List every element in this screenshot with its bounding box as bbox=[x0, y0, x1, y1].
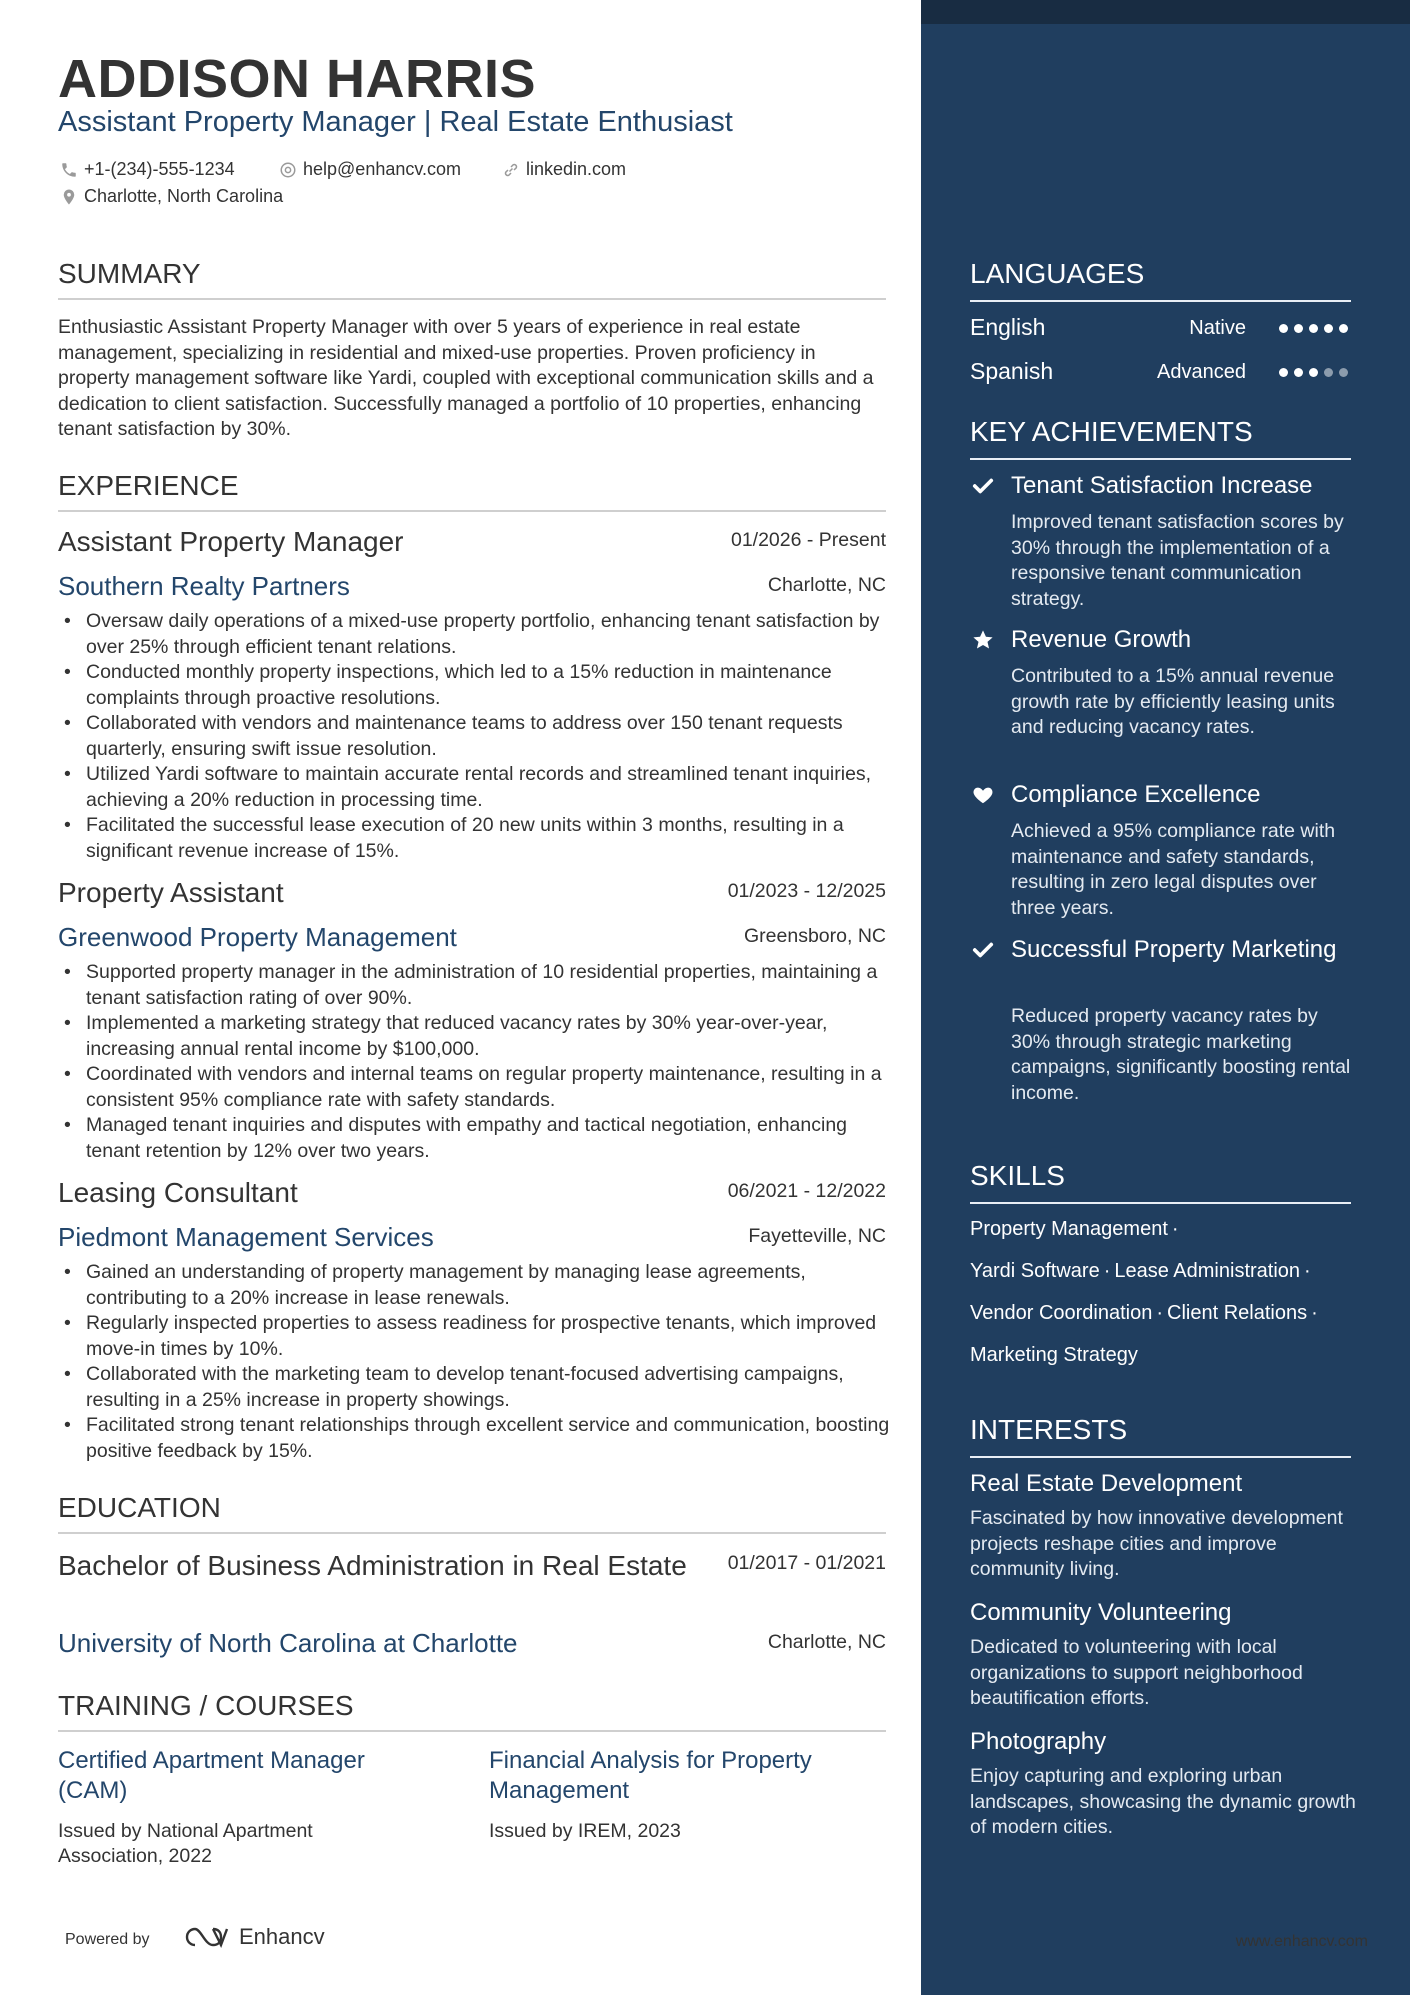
language-rating bbox=[1279, 324, 1348, 333]
achievement-desc: Contributed to a 15% annual revenue growth rate by efficiently leasing units and reducing vacancy rates. bbox=[1011, 665, 1335, 738]
language-name: English bbox=[970, 314, 1046, 340]
bullet-item: • Supported property manager in the administration of 10 residential properties, maintaining a tenant satisfaction rating of over 90%. bbox=[58, 960, 898, 1011]
skill-item: Marketing Strategy bbox=[970, 1344, 1138, 1366]
enhancv-logo[interactable] bbox=[183, 1924, 325, 1950]
achievement-desc: Achieved a 95% compliance rate with maintenance and safety standards, resulting in zero legal disputes over three years. bbox=[1011, 820, 1336, 919]
link-icon bbox=[502, 161, 520, 179]
achievement-title: Successful Property Marketing bbox=[1011, 936, 1337, 963]
achievement-desc: Reduced property vacancy rates by 30% through strategic marketing campaigns, significantly boosting rental income. bbox=[1011, 1005, 1351, 1104]
powered-by-label: Powered by bbox=[65, 1931, 150, 1948]
job-dates: 01/2026 - Present bbox=[730, 529, 886, 551]
contact-phone[interactable] bbox=[60, 159, 235, 180]
bullet-item: • Oversaw daily operations of a mixed-use property portfolio, enhancing tenant satisfaction by over 25% through efficient tenant relations. bbox=[58, 609, 898, 660]
candidate-name: ADDISON HARRIS bbox=[58, 49, 537, 109]
star-icon bbox=[972, 629, 994, 651]
job-bullets bbox=[58, 609, 898, 864]
phone-text: +1-(234)-555-1234 bbox=[84, 159, 235, 179]
achievement-title: Tenant Satisfaction Increase bbox=[1011, 472, 1313, 499]
contact-email[interactable] bbox=[279, 159, 461, 180]
enhancv-logo-icon bbox=[183, 1925, 231, 1949]
skill-item: Vendor Coordination bbox=[970, 1302, 1153, 1324]
language-rating bbox=[1279, 368, 1348, 377]
school-name: University of North Carolina at Charlotte bbox=[58, 1628, 518, 1658]
job-location: Fayetteville, NC bbox=[748, 1225, 886, 1247]
course-issuer: Issued by National Apartment Association, 2022 bbox=[58, 1820, 313, 1867]
contact-location bbox=[60, 186, 283, 207]
location-pin-icon bbox=[60, 188, 78, 206]
education-dates: 01/2017 - 01/2021 bbox=[727, 1552, 886, 1574]
school-location: Charlotte, NC bbox=[767, 1631, 886, 1653]
bullet-item: • Facilitated strong tenant relationships through excellent service and communication, boosting positive feedback by 15%. bbox=[58, 1413, 898, 1464]
achievement-title: Compliance Excellence bbox=[1011, 781, 1261, 808]
training-heading: TRAINING / COURSES bbox=[58, 1690, 886, 1732]
interest-desc: Fascinated by how innovative development projects reshape cities and improve community living. bbox=[970, 1507, 1343, 1580]
achievement-desc: Improved tenant satisfaction scores by 30% through the implementation of a responsive tenant communication strategy. bbox=[1011, 511, 1344, 610]
bullet-item: • Facilitated the successful lease execution of 20 new units within 3 months, resulting in a significant revenue increase of 15%. bbox=[58, 813, 898, 864]
interest-title: Real Estate Development bbox=[970, 1470, 1243, 1497]
sidebar-top-band bbox=[921, 0, 1410, 24]
interest-title: Photography bbox=[970, 1728, 1107, 1755]
bullet-item: • Managed tenant inquiries and disputes with empathy and tactical negotiation, enhancing tenant retention by 12% over two years. bbox=[58, 1113, 898, 1164]
rating-dot bbox=[1309, 324, 1318, 333]
degree-title: Bachelor of Business Administration in Real Estate bbox=[58, 1550, 687, 1581]
rating-dot bbox=[1279, 324, 1288, 333]
job-location: Charlotte, NC bbox=[767, 574, 886, 596]
rating-dot bbox=[1324, 324, 1333, 333]
phone-icon bbox=[60, 161, 78, 179]
interest-title: Community Volunteering bbox=[970, 1599, 1232, 1626]
bullet-item: • Conducted monthly property inspections, which led to a 15% reduction in maintenance complaints through proactive resolutions. bbox=[58, 660, 898, 711]
bullet-item: • Gained an understanding of property management by managing lease agreements, contributing to a 20% increase in lease renewals. bbox=[58, 1260, 898, 1311]
course-title: Certified Apartment Manager (CAM) bbox=[58, 1747, 365, 1804]
bullet-item: • Collaborated with vendors and maintenance teams to address over 150 tenant requests quarterly, ensuring swift issue resolution. bbox=[58, 711, 898, 762]
course-issuer: Issued by IREM, 2023 bbox=[489, 1820, 681, 1842]
languages-heading: LANGUAGES bbox=[970, 258, 1351, 302]
interest-desc: Dedicated to volunteering with local organizations to support neighborhood beautification efforts. bbox=[970, 1636, 1303, 1709]
bullet-item: • Coordinated with vendors and internal teams on regular property maintenance, resulting in a consistent 95% compliance rate with safety standards. bbox=[58, 1062, 898, 1113]
rating-dot bbox=[1279, 368, 1288, 377]
course-title: Financial Analysis for Property Management bbox=[489, 1747, 812, 1804]
skill-item: Client Relations bbox=[1167, 1302, 1308, 1324]
skills-row: Yardi Software · Lease Administration · bbox=[970, 1260, 1311, 1282]
job-title: Leasing Consultant bbox=[58, 1177, 298, 1208]
at-icon bbox=[279, 161, 297, 179]
job-location: Greensboro, NC bbox=[744, 925, 886, 947]
enhancv-brand-text: Enhancv bbox=[239, 1924, 325, 1949]
company-name: Greenwood Property Management bbox=[58, 922, 457, 952]
rating-dot bbox=[1324, 368, 1333, 377]
experience-heading: EXPERIENCE bbox=[58, 470, 886, 512]
bullet-item: • Utilized Yardi software to maintain accurate rental records and streamlined tenant inquiries, achieving a 20% reduction in processing time. bbox=[58, 762, 898, 813]
education-heading: EDUCATION bbox=[58, 1492, 886, 1534]
job-title: Assistant Property Manager bbox=[58, 526, 404, 557]
language-level: Advanced bbox=[1157, 361, 1246, 383]
rating-dot bbox=[1339, 324, 1348, 333]
heart-icon bbox=[972, 784, 994, 806]
location-text: Charlotte, North Carolina bbox=[84, 186, 284, 206]
skill-item: Lease Administration bbox=[1114, 1260, 1301, 1282]
job-dates: 01/2023 - 12/2025 bbox=[727, 880, 886, 902]
summary-heading: SUMMARY bbox=[58, 258, 886, 300]
rating-dot bbox=[1294, 368, 1303, 377]
skills-row bbox=[970, 1344, 1138, 1367]
skills-row: Property Management · bbox=[970, 1218, 1179, 1240]
achievements-heading: KEY ACHIEVEMENTS bbox=[970, 416, 1351, 460]
skill-item: Property Management bbox=[970, 1218, 1168, 1240]
email-text: help@enhancv.com bbox=[303, 159, 462, 179]
skill-item: Yardi Software bbox=[970, 1260, 1100, 1282]
language-name: Spanish bbox=[970, 358, 1054, 384]
rating-dot bbox=[1294, 324, 1303, 333]
interests-heading: INTERESTS bbox=[970, 1414, 1351, 1458]
rating-dot bbox=[1309, 368, 1318, 377]
linkedin-text: linkedin.com bbox=[526, 159, 627, 179]
language-level: Native bbox=[1189, 317, 1246, 339]
company-name: Piedmont Management Services bbox=[58, 1222, 434, 1252]
company-name: Southern Realty Partners bbox=[58, 571, 350, 601]
job-bullets bbox=[58, 1260, 898, 1464]
job-bullets bbox=[58, 960, 898, 1164]
skills-row: Vendor Coordination · Client Relations · bbox=[970, 1302, 1318, 1324]
footer-url[interactable]: www.enhancv.com bbox=[1235, 1933, 1368, 1950]
rating-dot bbox=[1339, 368, 1348, 377]
skills-heading: SKILLS bbox=[970, 1160, 1351, 1204]
interest-desc: Enjoy capturing and exploring urban landscapes, showcasing the dynamic growth of modern cities. bbox=[970, 1765, 1356, 1838]
check-icon bbox=[972, 475, 994, 497]
candidate-headline: Assistant Property Manager | Real Estate Enthusiast bbox=[58, 106, 733, 138]
check-icon bbox=[972, 939, 994, 961]
bullet-item: • Regularly inspected properties to assess readiness for prospective tenants, which improved move-in times by 10%. bbox=[58, 1311, 898, 1362]
achievement-title: Revenue Growth bbox=[1011, 626, 1192, 653]
summary-text: Enthusiastic Assistant Property Manager with over 5 years of experience in real estate management, specializing in residential and mixed-use properties. Proven proficiency in property management software like Yardi, coupled with exceptional communication skills and a dedication to client satisfaction. Successfully managed a portfolio of 10 properties, enhancing tenant satisfaction by 30%. bbox=[58, 316, 874, 440]
job-dates: 06/2021 - 12/2022 bbox=[727, 1180, 886, 1202]
contact-linkedin[interactable] bbox=[502, 159, 626, 180]
job-title: Property Assistant bbox=[58, 877, 284, 908]
bullet-item: • Collaborated with the marketing team to develop tenant-focused advertising campaigns, resulting in a 25% increase in property showings. bbox=[58, 1362, 898, 1413]
bullet-item: • Implemented a marketing strategy that reduced vacancy rates by 30% year-over-year, increasing annual rental income by $100,000. bbox=[58, 1011, 898, 1062]
